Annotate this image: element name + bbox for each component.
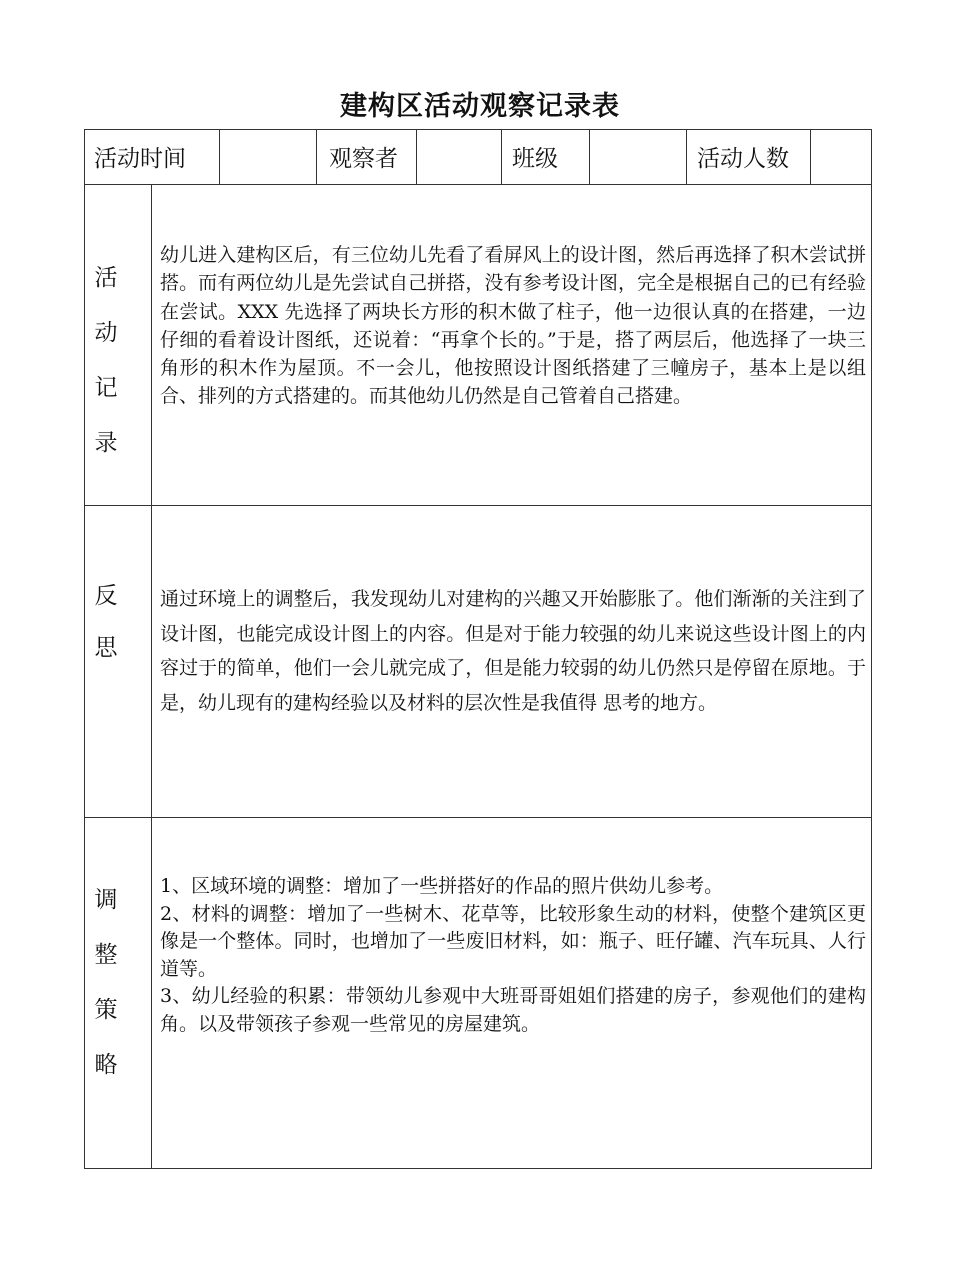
label-char: 录	[94, 430, 118, 456]
adjustment-section-label	[86, 873, 126, 1093]
label-char: 整	[94, 942, 118, 968]
class-value[interactable]	[596, 141, 680, 177]
participants-value[interactable]	[817, 141, 867, 177]
header-divider	[686, 129, 687, 184]
page-title: 建构区活动观察记录表	[340, 91, 620, 122]
participants-label: 活动人数	[697, 146, 789, 172]
label-char: 策	[94, 997, 118, 1023]
label-char: 动	[94, 320, 118, 346]
record-section-label	[86, 251, 126, 471]
label-char: 调	[94, 887, 118, 913]
header-divider	[316, 129, 317, 184]
label-char: 略	[94, 1052, 118, 1078]
list-item: 2、材料的调整：增加了一些树木、花草等，比较形象生动的材料，使整个建筑区更像是一个整体。同时，也增加了一些废旧材料，如：瓶子、旺仔罐、汽车玩具、人行道等。	[160, 902, 866, 980]
header-divider	[810, 129, 811, 184]
list-item: 3、幼儿经验的积累：带领幼儿参观中大班哥哥姐姐们搭建的房子，参观他们的建构角。以及带领孩子参观一些常见的房屋建筑。	[160, 985, 866, 1035]
header-divider	[219, 129, 220, 184]
label-char: 思	[94, 635, 118, 661]
header-divider	[501, 129, 502, 184]
activity-time-label: 活动时间	[94, 146, 186, 172]
reflection-text: 通过环境上的调整后，我发现幼儿对建构的兴趣又开始膨胀了。他们渐渐的关注到了设计图，也能完成设计图上的内容。但是对于能力较强的幼儿来说这些设计图上的内容过于的简单，他们一会儿就完成了，但是能力较弱的幼儿仍然只是停留在原地。于是，幼儿现有的建构经验以及材料的层次性是我值得 思考的地方。	[160, 588, 866, 714]
record-text: 幼儿进入建构区后，有三位幼儿先看了看屏风上的设计图，然后再选择了积木尝试拼搭。而有两位幼儿是先尝试自己拼搭，没有参考设计图，完全是根据自己的已有经验在尝试。XXX 先选择了两块长方形的积木做了柱子，他一边很认真的在搭建，一边仔细的看着设计图纸，还说着：“再拿个长的。”于是，搭了两层后，他选择了一块三角形的积木作为屋顶。不一会儿，他按照设计图纸搭建了三幢房子，基本上是以组合、排列的方式搭建的。而其他幼儿仍然是自己管着自己搭建。	[160, 244, 866, 408]
list-item: 1、区域环境的调整：增加了一些拼搭好的作品的照片供幼儿参考。	[160, 875, 724, 897]
adjustment-list	[160, 873, 866, 1038]
header-divider	[589, 129, 590, 184]
label-char: 记	[94, 375, 118, 401]
label-column-divider	[151, 184, 152, 1169]
record-row-bottom-border	[84, 505, 872, 506]
reflection-section-label	[86, 570, 126, 674]
header-divider	[416, 129, 417, 184]
observer-label: 观察者	[329, 146, 398, 172]
observer-value[interactable]	[423, 141, 495, 177]
activity-time-value[interactable]	[226, 141, 310, 177]
header-row-bottom-border	[84, 184, 872, 185]
label-char: 活	[94, 265, 118, 291]
class-label: 班级	[512, 146, 558, 172]
reflection-row-bottom-border	[84, 817, 872, 818]
label-char: 反	[94, 583, 118, 609]
